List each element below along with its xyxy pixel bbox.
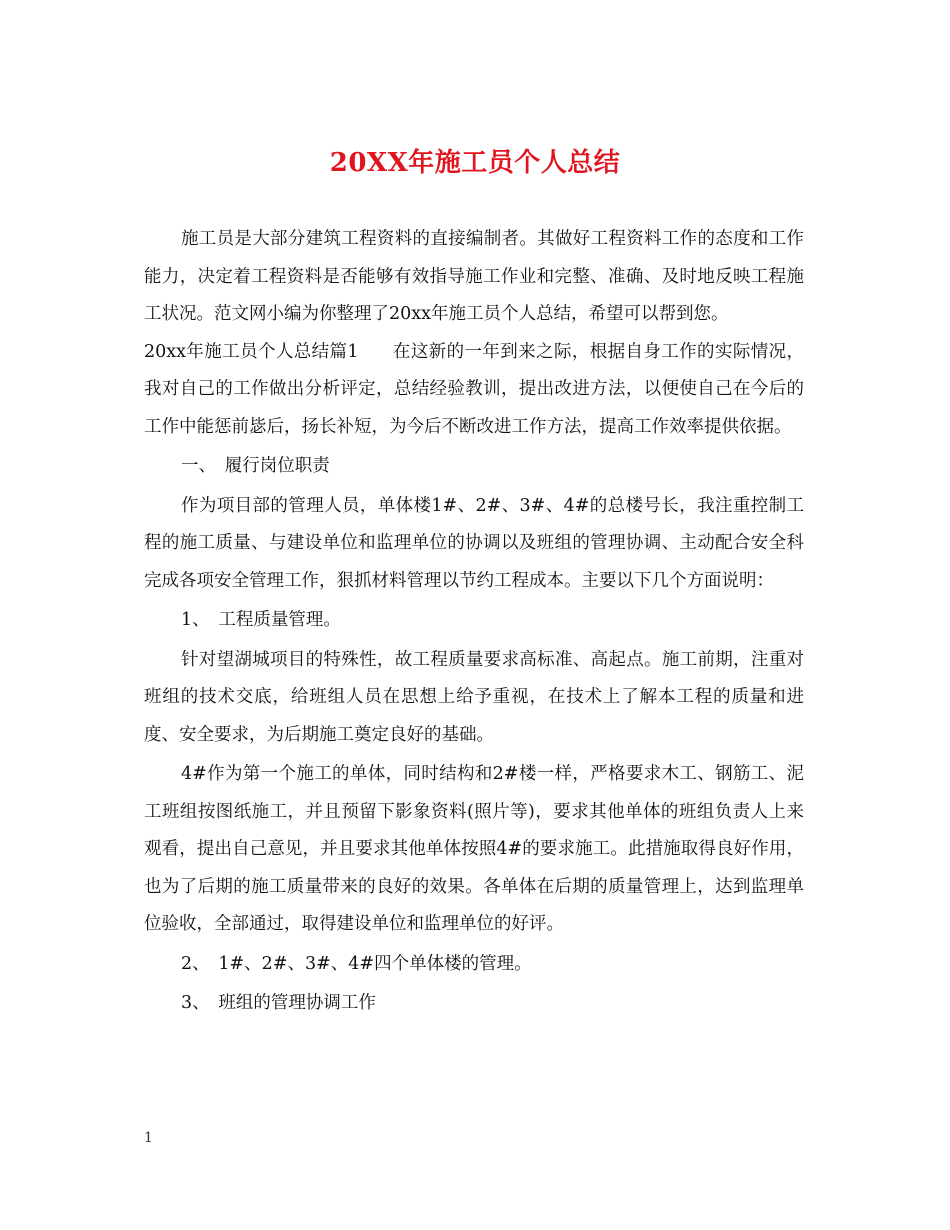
document-body (144, 221, 804, 1023)
subheading-teams: 3、 班组的管理协调工作 (181, 993, 376, 1013)
quality-paragraph: 针对望湖城项目的特殊性，故工程质量要求高标准、高起点。施工前期，注重对班组的技术交底，给班组人员在思想上给予重视，在技术上了解本工程的质量和进度、安全要求，为后期施工奠定良好的基础。 (144, 649, 804, 745)
building-4-paragraph: 4#作为第一个施工的单体，同时结构和2#楼一样，严格要求木工、钢筋工、泥工班组按图纸施工，并且预留下影象资料(照片等)，要求其他单体的班组负责人上来观看，提出自己意见，并且要求其他单体按照4#的要求施工。此措施取得良好作用，也为了后期的施工质量带来的良好的效果。各单体在后期的质量管理上，达到监理单位验收，全部通过，取得建设单位和监理单位的好评。 (144, 764, 804, 934)
section-heading: 20xx年施工员个人总结篇1 (144, 341, 359, 362)
duties-paragraph: 作为项目部的管理人员，单体楼1#、2#、3#、4#的总楼号长，我注重控制工程的施工质量、与建设单位和监理单位的协调以及班组的管理协调、主动配合安全科完成各项安全管理工作，狠抓材料管理以节约工程成本。主要以下几个方面说明： (144, 495, 804, 591)
document-title: 20XX年施工员个人总结 (329, 148, 621, 178)
section-body: 在这新的一年到来之际，根据自身工作的实际情况，我对自己的工作做出分析评定，总结经验教训，提出改进方法，以便使自己在今后的工作中能惩前毖后，扬长补短，为今后不断改进工作方法，提高工作效率提供依据。 (144, 341, 805, 437)
subheading-buildings: 2、 1#、2#、3#、4#四个单体楼的管理。 (181, 953, 532, 974)
subheading-duties: 一、 履行岗位职责 (181, 456, 330, 476)
page-number: 1 (144, 1130, 153, 1146)
intro-paragraph: 施工员是大部分建筑工程资料的直接编制者。其做好工程资料工作的态度和工作能力，决定着工程资料是否能够有效指导施工作业和完整、准确、及时地反映工程施工状况。范文网小编为你整理了20xx年施工员个人总结，希望可以帮到您。 (144, 229, 804, 324)
subheading-quality: 1、 工程质量管理。 (181, 610, 341, 630)
section-paragraph (144, 334, 804, 447)
